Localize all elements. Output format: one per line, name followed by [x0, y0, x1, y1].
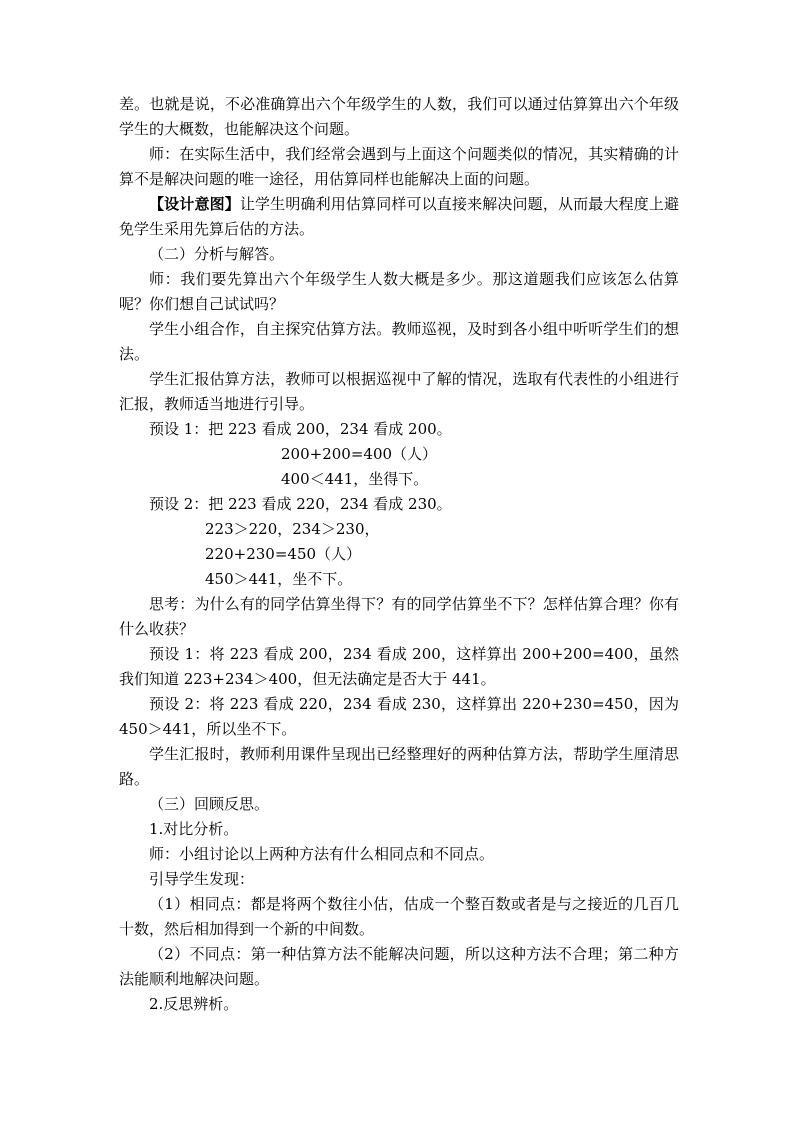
paragraph: 学生汇报估算方法，教师可以根据巡视中了解的情况，选取有代表性的小组进行汇报，教师适当地进行引导。: [119, 370, 679, 413]
paragraph: 师：小组讨论以上两种方法有什么相同点和不同点。: [149, 845, 495, 863]
paragraph: （1）相同点：都是将两个数往小估，估成一个整百数或者是与之接近的几百几十数，然后相加得到一个新的中间数。: [119, 895, 679, 938]
document-body: [119, 92, 679, 1017]
calculation-line: 223＞220，234＞230，: [205, 520, 380, 538]
paragraph: 学生小组合作，自主探究估算方法。教师巡视，及时到各小组中听听学生们的想法。: [119, 320, 679, 363]
subheading: 1.对比分析。: [149, 820, 239, 838]
paragraph: 学生汇报时，教师利用课件呈现出已经整理好的两种估算方法，帮助学生厘清思路。: [119, 745, 679, 788]
calculation-line: 200+200=400（人）: [281, 445, 438, 463]
calculation-line: 220+230=450（人）: [205, 545, 362, 563]
calculation-line: 400＜441，坐得下。: [281, 470, 429, 488]
paragraph: （2）不同点：第一种估算方法不能解决问题，所以这种方法不合理；第二种方法能顺利地解决问题。: [119, 945, 679, 988]
paragraph: 师：在实际生活中，我们经常会遇到与上面这个问题类似的情况，其实精确的计算不是解决问题的唯一途径，用估算同样也能解决上面的问题。: [119, 145, 679, 188]
section-heading: （二）分析与解答。: [149, 245, 285, 263]
paragraph: 预设 2：将 223 看成 220，234 看成 230，这样算出 220+230=450，因为 450＞441，所以坐不下。: [119, 695, 679, 738]
design-intent-label: 【设计意图】: [149, 195, 240, 213]
paragraph: 师：我们要先算出六个年级学生人数大概是多少。那这道题我们应该怎么估算呢？你们想自己试试吗？: [119, 270, 679, 313]
preset-1: 预设 1：把 223 看成 200，234 看成 200。: [149, 420, 452, 438]
paragraph: 引导学生发现：: [149, 870, 255, 888]
design-intent-paragraph: [119, 192, 679, 242]
design-intent-text: 让学生明确利用估算同样可以直接来解决问题，从而最大程度上避免学生采用先算后估的方法。: [119, 195, 679, 238]
subheading: 2.反思辨析。: [149, 995, 239, 1013]
paragraph: 差。也就是说，不必准确算出六个年级学生的人数，我们可以通过估算算出六个年级学生的大概数，也能解决这个问题。: [119, 95, 679, 138]
paragraph: 思考：为什么有的同学估算坐得下？有的同学估算坐不下？怎样估算合理？你有什么收获？: [119, 595, 679, 638]
section-heading: （三）回顾反思。: [149, 795, 270, 813]
preset-2: 预设 2：把 223 看成 220，234 看成 230。: [149, 495, 452, 513]
calculation-line: 450＞441，坐不下。: [205, 570, 353, 588]
paragraph: 预设 1：将 223 看成 200，234 看成 200，这样算出 200+200=400，虽然我们知道 223+234＞400，但无法确定是否大于 441。: [119, 645, 679, 688]
